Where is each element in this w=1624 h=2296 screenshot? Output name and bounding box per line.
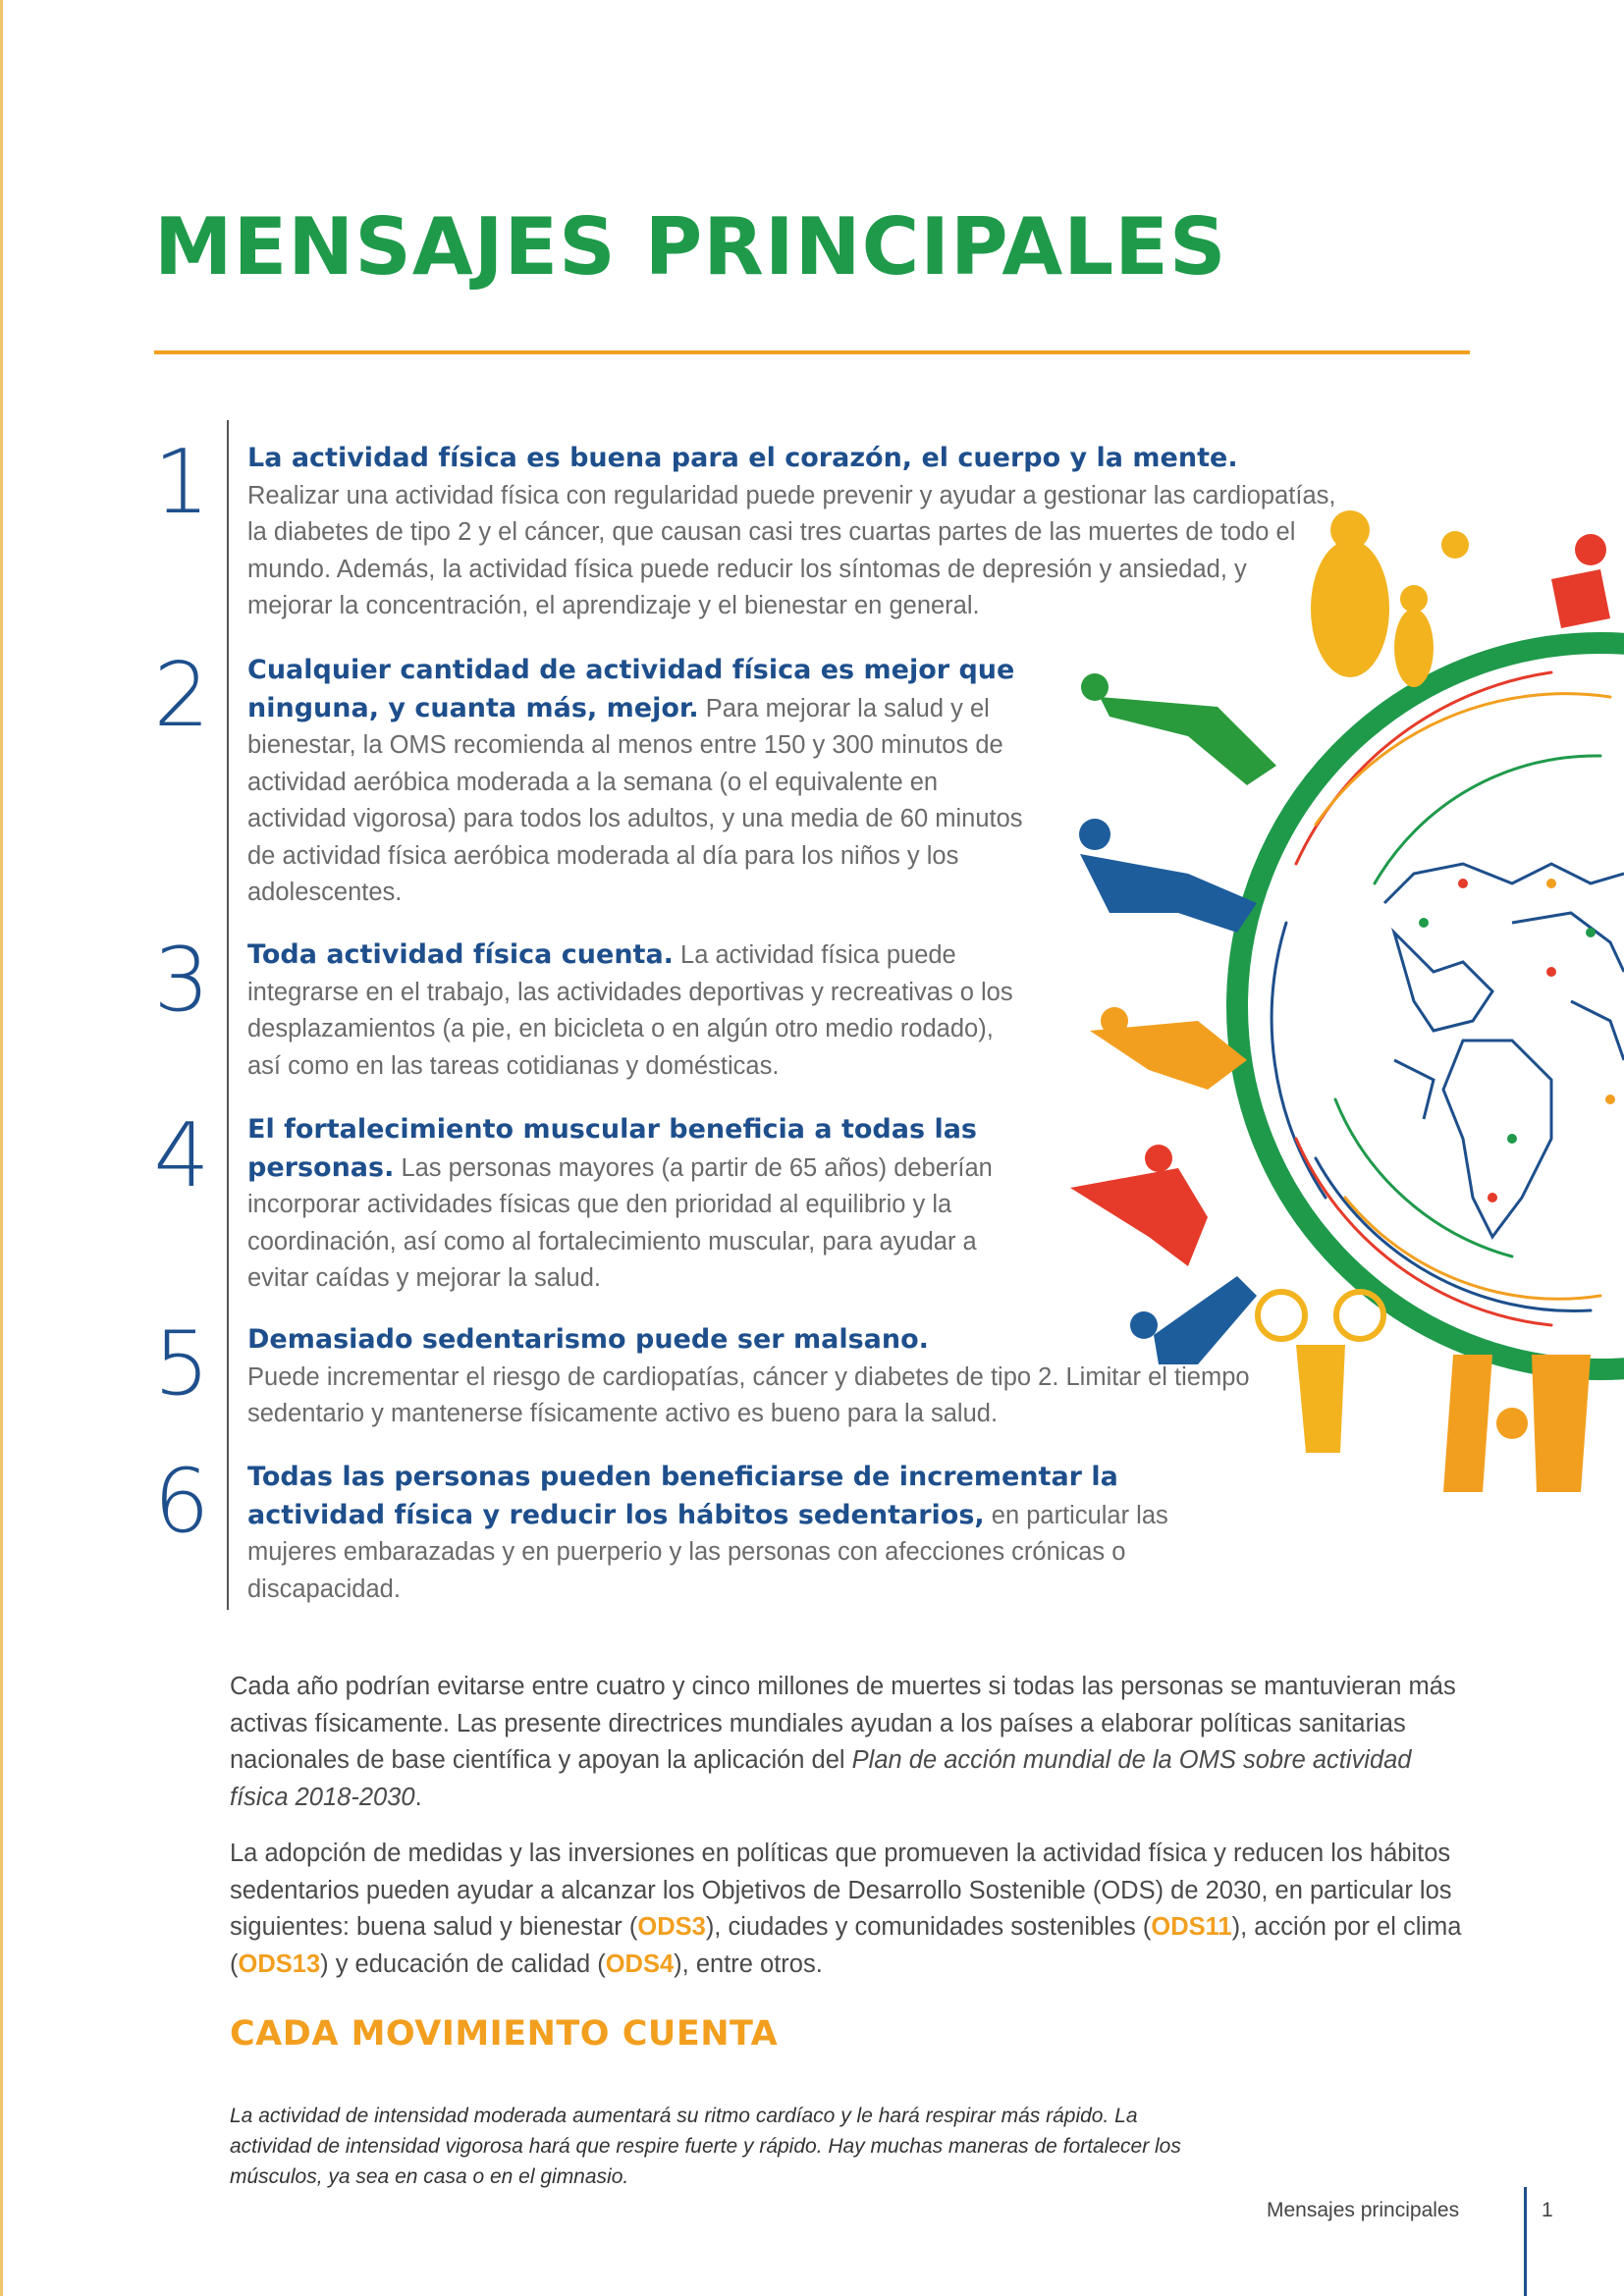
message-2-lead: Cualquier cantidad de actividad física es mejor que ninguna, y cuanta más, mejor.: [247, 655, 1015, 723]
footer-section-label: Mensajes principales: [1267, 2199, 1460, 2221]
paragraph-sdg-text-2: ), ciudades y comunidades sostenibles (: [705, 1913, 1152, 1941]
message-6-body: en particular las mujeres embarazadas y en puerperio y las personas con afecciones crónicas o discapacidad.: [247, 1501, 1168, 1603]
message-3-body: La actividad física puede integrarse en el trabajo, las actividades deportivas y recreativas o los desplazamientos (a pie, en bicicleta o en algún otro medio rodado), así como en las tareas cotidianas y domésticas.: [247, 941, 1013, 1080]
page-number: 1: [1542, 2199, 1553, 2221]
message-5-body: Puede incrementar el riesgo de cardiopatías, cáncer y diabetes de tipo 2. Limitar el tiempo sedentario y mantenerse físicamente activo es bueno para la salud.: [247, 1362, 1250, 1427]
message-number-4: 4: [153, 1104, 210, 1207]
paragraph-sdg-text-1: La adopción de medidas y las inversiones en políticas que promueven la actividad física y reducen los hábitos sedentarios pueden ayudar a alcanzar los Objetivos de Desarrollo Sostenible (ODS) de 2030, en particular los siguientes: buena salud y bienestar (: [230, 1840, 1452, 1941]
paragraph-deaths-text: Cada año podrían evitarse entre cuatro y cinco millones de muertes si todas las personas se mantuvieran más activas físicamente. Las presente directrices mundiales ayudan a los países a elaborar políticas sanitarias nacionales de base científica y apoyan la aplicación del: [230, 1673, 1456, 1774]
sdg3-label: ODS3: [637, 1913, 706, 1941]
paragraph-sdg-text-5: ), entre otros.: [674, 1949, 823, 1978]
messages-divider: [227, 420, 229, 1610]
message-number-1: 1: [153, 431, 210, 534]
paragraph-deaths: [230, 1669, 1467, 1816]
paragraph-deaths-end: .: [414, 1783, 422, 1811]
message-3: [247, 936, 1033, 1085]
sdg11-label: ODS11: [1151, 1913, 1232, 1941]
sdg4-label: ODS4: [605, 1949, 675, 1978]
paragraph-sdg-text-3: ), acción por el clima (: [230, 1913, 1462, 1978]
message-number-5: 5: [153, 1312, 210, 1415]
section-title: CADA MOVIMIENTO CUENTA: [230, 2014, 779, 2054]
plan-title: Plan de acción mundial de la OMS sobre actividad física 2018-2030: [230, 1746, 1412, 1811]
page-edge-rule: [0, 0, 3, 2296]
message-4-lead: El fortalecimiento muscular beneficia a todas las personas.: [247, 1114, 977, 1183]
title-underline: [154, 350, 1470, 354]
message-number-3: 3: [153, 929, 210, 1032]
message-number-2: 2: [153, 644, 210, 747]
message-6-lead: Todas las personas pueden beneficiarse de incrementar la actividad física y reducir los hábitos sedentarios,: [247, 1462, 1118, 1530]
message-number-6: 6: [153, 1450, 210, 1553]
page-title: MENSAJES PRINCIPALES: [154, 201, 1227, 293]
message-5-lead: Demasiado sedentarismo puede ser malsano.: [247, 1324, 929, 1355]
message-4: [247, 1111, 1033, 1298]
footer-divider: [1524, 2187, 1527, 2296]
intensity-note: La actividad de intensidad moderada aumentará su ritmo cardíaco y le hará respirar más rápido. La actividad de intensidad vigorosa hará que respire fuerte y rápido. Hay muchas maneras de fortalecer los músculos, ya sea en casa o en el gimnasio.: [230, 2105, 1181, 2188]
paragraph-sdg-text-4: ) y educación de calidad (: [320, 1949, 606, 1978]
message-1-lead: La actividad física es buena para el corazón, el cuerpo y la mente.: [247, 443, 1238, 473]
sdg13-label: ODS13: [238, 1949, 321, 1978]
message-4-body: Las personas mayores (a partir de 65 años) deberían incorporar actividades físicas que den prioridad al equilibrio y la coordinación, así como al fortalecimiento muscular, para ayudar a evitar caídas y mejorar la salud.: [247, 1153, 993, 1292]
message-3-lead: Toda actividad física cuenta.: [247, 939, 674, 970]
message-2: [247, 652, 1033, 912]
globe-illustration: [1001, 510, 1624, 1512]
message-1-body: Realizar una actividad física con regularidad puede prevenir y ayudar a gestionar las cardiopatías, la diabetes de tipo 2 y el cáncer, que causan casi tres cuartas partes de las muertes de todo el mundo. Además, la actividad física puede reducir los síntomas de depresión y ansiedad, y mejorar la concentración, el aprendizaje y el bienestar en general.: [247, 481, 1336, 619]
message-2-body: Para mejorar la salud y el bienestar, la OMS recomienda al menos entre 150 y 300 minutos de actividad aeróbica moderada a la semana (o el equivalente en actividad vigorosa) para todos los adultos, y una media de 60 minutos de actividad física aeróbica moderada al día para los niños y los adolescentes.: [247, 694, 1023, 906]
paragraph-sdg: [230, 1836, 1467, 1983]
